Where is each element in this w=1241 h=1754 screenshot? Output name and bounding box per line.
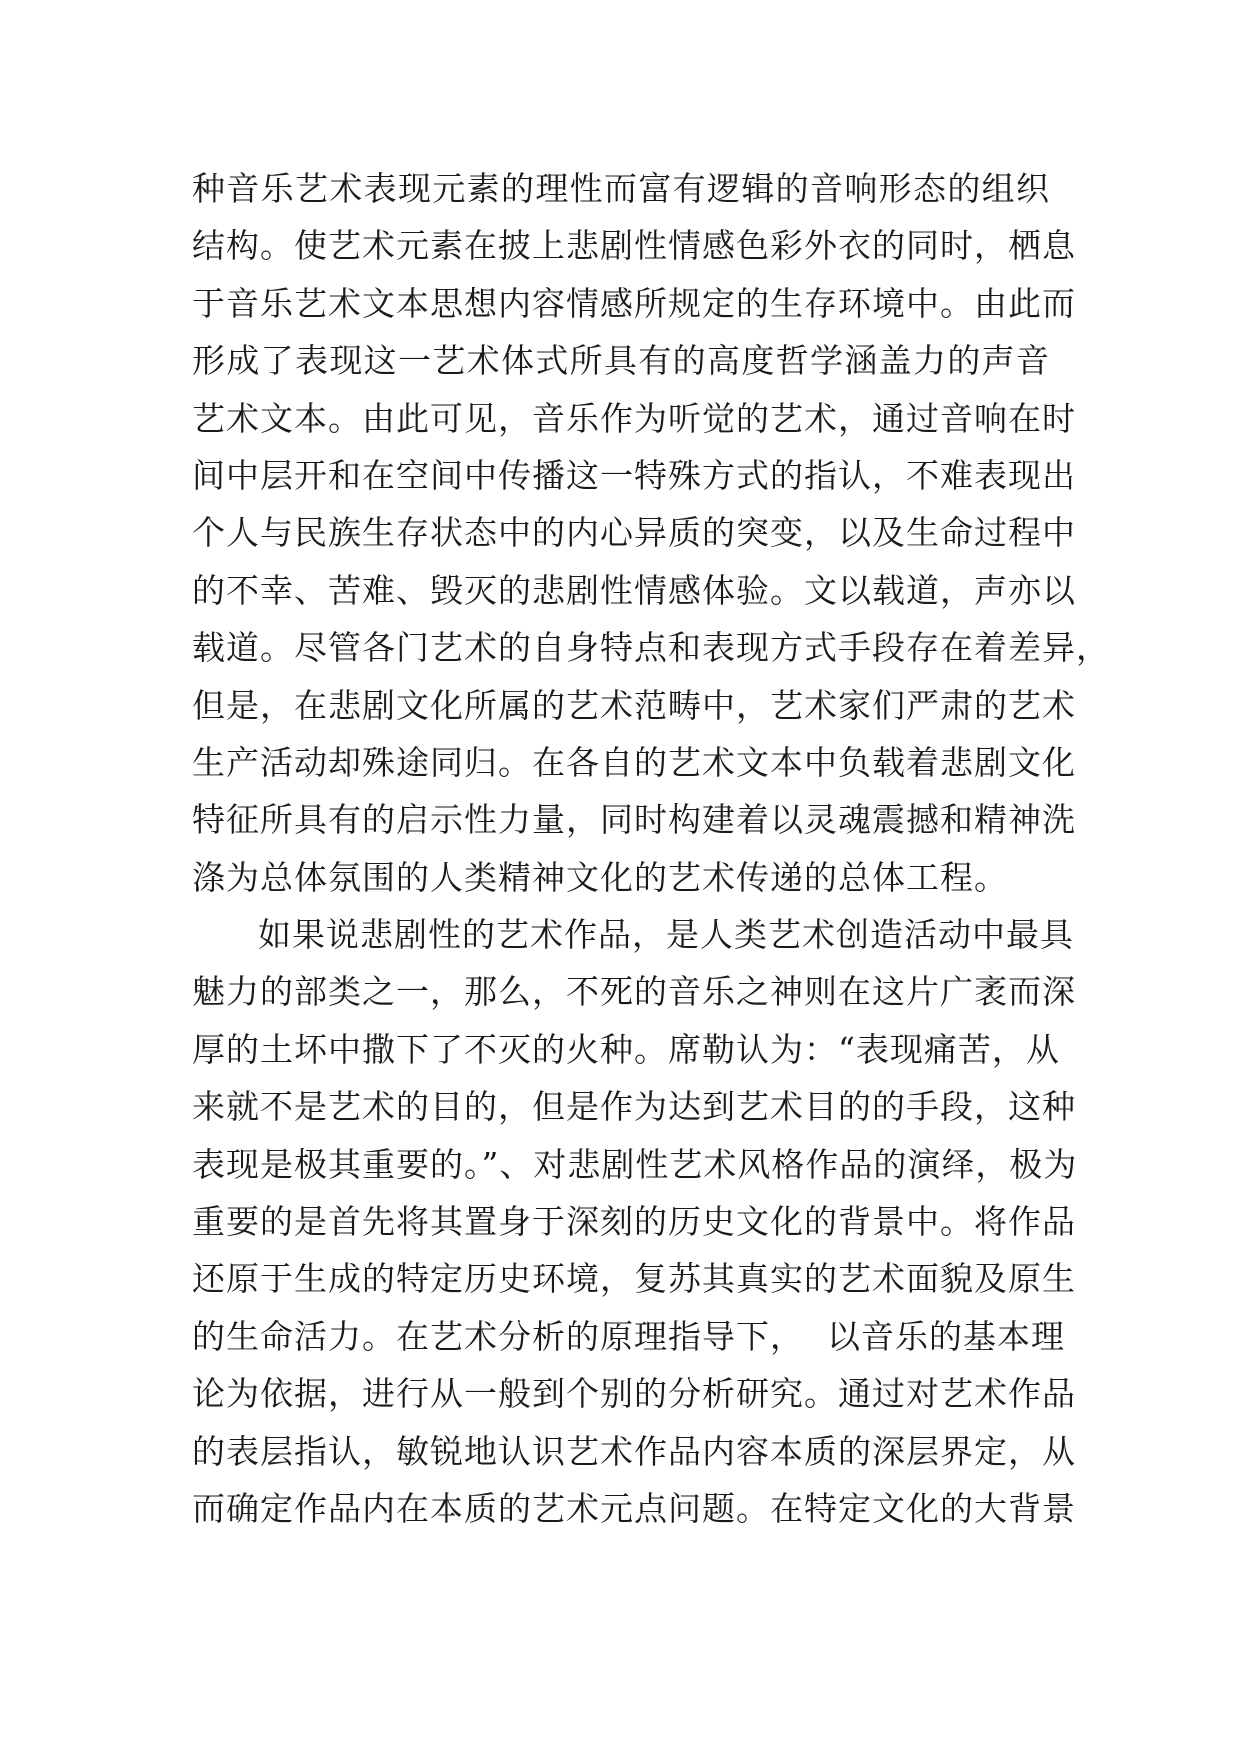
- text-line: 涤为总体氛围的人类精神文化的艺术传递的总体工程。: [192, 857, 1008, 897]
- text-line: 还原于生成的特定历史环境，复苏其真实的艺术面貌及原生: [192, 1259, 1076, 1299]
- text-line: 载道。尽管各门艺术的自身特点和表现方式手段存在着差异，: [192, 628, 1110, 668]
- text-line: 生产活动却殊途同归。在各自的艺术文本中负载着悲剧文化: [192, 742, 1076, 782]
- text-line: 艺术文本。由此可见，音乐作为听觉的艺术，通过音响在时: [192, 398, 1076, 438]
- text-line: 但是，在悲剧文化所属的艺术范畴中，艺术家们严肃的艺术: [192, 685, 1076, 725]
- text-line: 而确定作品内在本质的艺术元点问题。在特定文化的大背景: [192, 1488, 1076, 1528]
- paragraph-2: [192, 906, 1078, 1537]
- text-line: 的生命活力。在艺术分析的原理指导下， 以音乐的基本理: [192, 1316, 1065, 1356]
- text-line: 厚的土坏中撒下了不灭的火种。席勒认为：“表现痛苦，从: [192, 1029, 1060, 1069]
- text-line: 形成了表现这一艺术体式所具有的高度哲学涵盖力的声音: [192, 341, 1050, 381]
- text-line: 于音乐艺术文本思想内容情感所规定的生存环境中。由此而: [192, 283, 1076, 323]
- text-line: 间中层开和在空间中传播这一特殊方式的指认，不难表现出: [192, 455, 1076, 495]
- text-line: 来就不是艺术的目的，但是作为达到艺术目的的手段，这种: [192, 1087, 1076, 1127]
- text-line: 种音乐艺术表现元素的理性而富有逻辑的音响形态的组织: [192, 169, 1050, 208]
- body-text: [192, 160, 1110, 1537]
- text-line: 个人与民族生存状态中的内心异质的突变，以及生命过程中: [192, 513, 1076, 553]
- text-line: 重要的是首先将其置身于深刻的历史文化的背景中。将作品: [192, 1202, 1076, 1242]
- text-line: 魅力的部类之一，那么，不死的音乐之神则在这片广袤而深: [192, 972, 1076, 1012]
- text-line: 的不幸、苦难、毁灭的悲剧性情感体验。文以载道，声亦以: [192, 570, 1076, 610]
- paragraph-1: [192, 160, 1110, 906]
- text-line: 结构。使艺术元素在披上悲剧性情感色彩外衣的同时，栖息: [192, 226, 1076, 266]
- text-line: 的表层指认，敏锐地认识艺术作品内容本质的深层界定，从: [192, 1431, 1076, 1471]
- text-line: 如果说悲剧性的艺术作品，是人类艺术创造活动中最具: [258, 915, 1074, 955]
- text-line: 表现是极其重要的。”、对悲剧性艺术风格作品的演绎，极为: [192, 1144, 1078, 1184]
- text-line: 特征所具有的启示性力量，同时构建着以灵魂震撼和精神洗: [192, 800, 1076, 840]
- text-line: 论为依据，进行从一般到个别的分析研究。通过对艺术作品: [192, 1374, 1076, 1414]
